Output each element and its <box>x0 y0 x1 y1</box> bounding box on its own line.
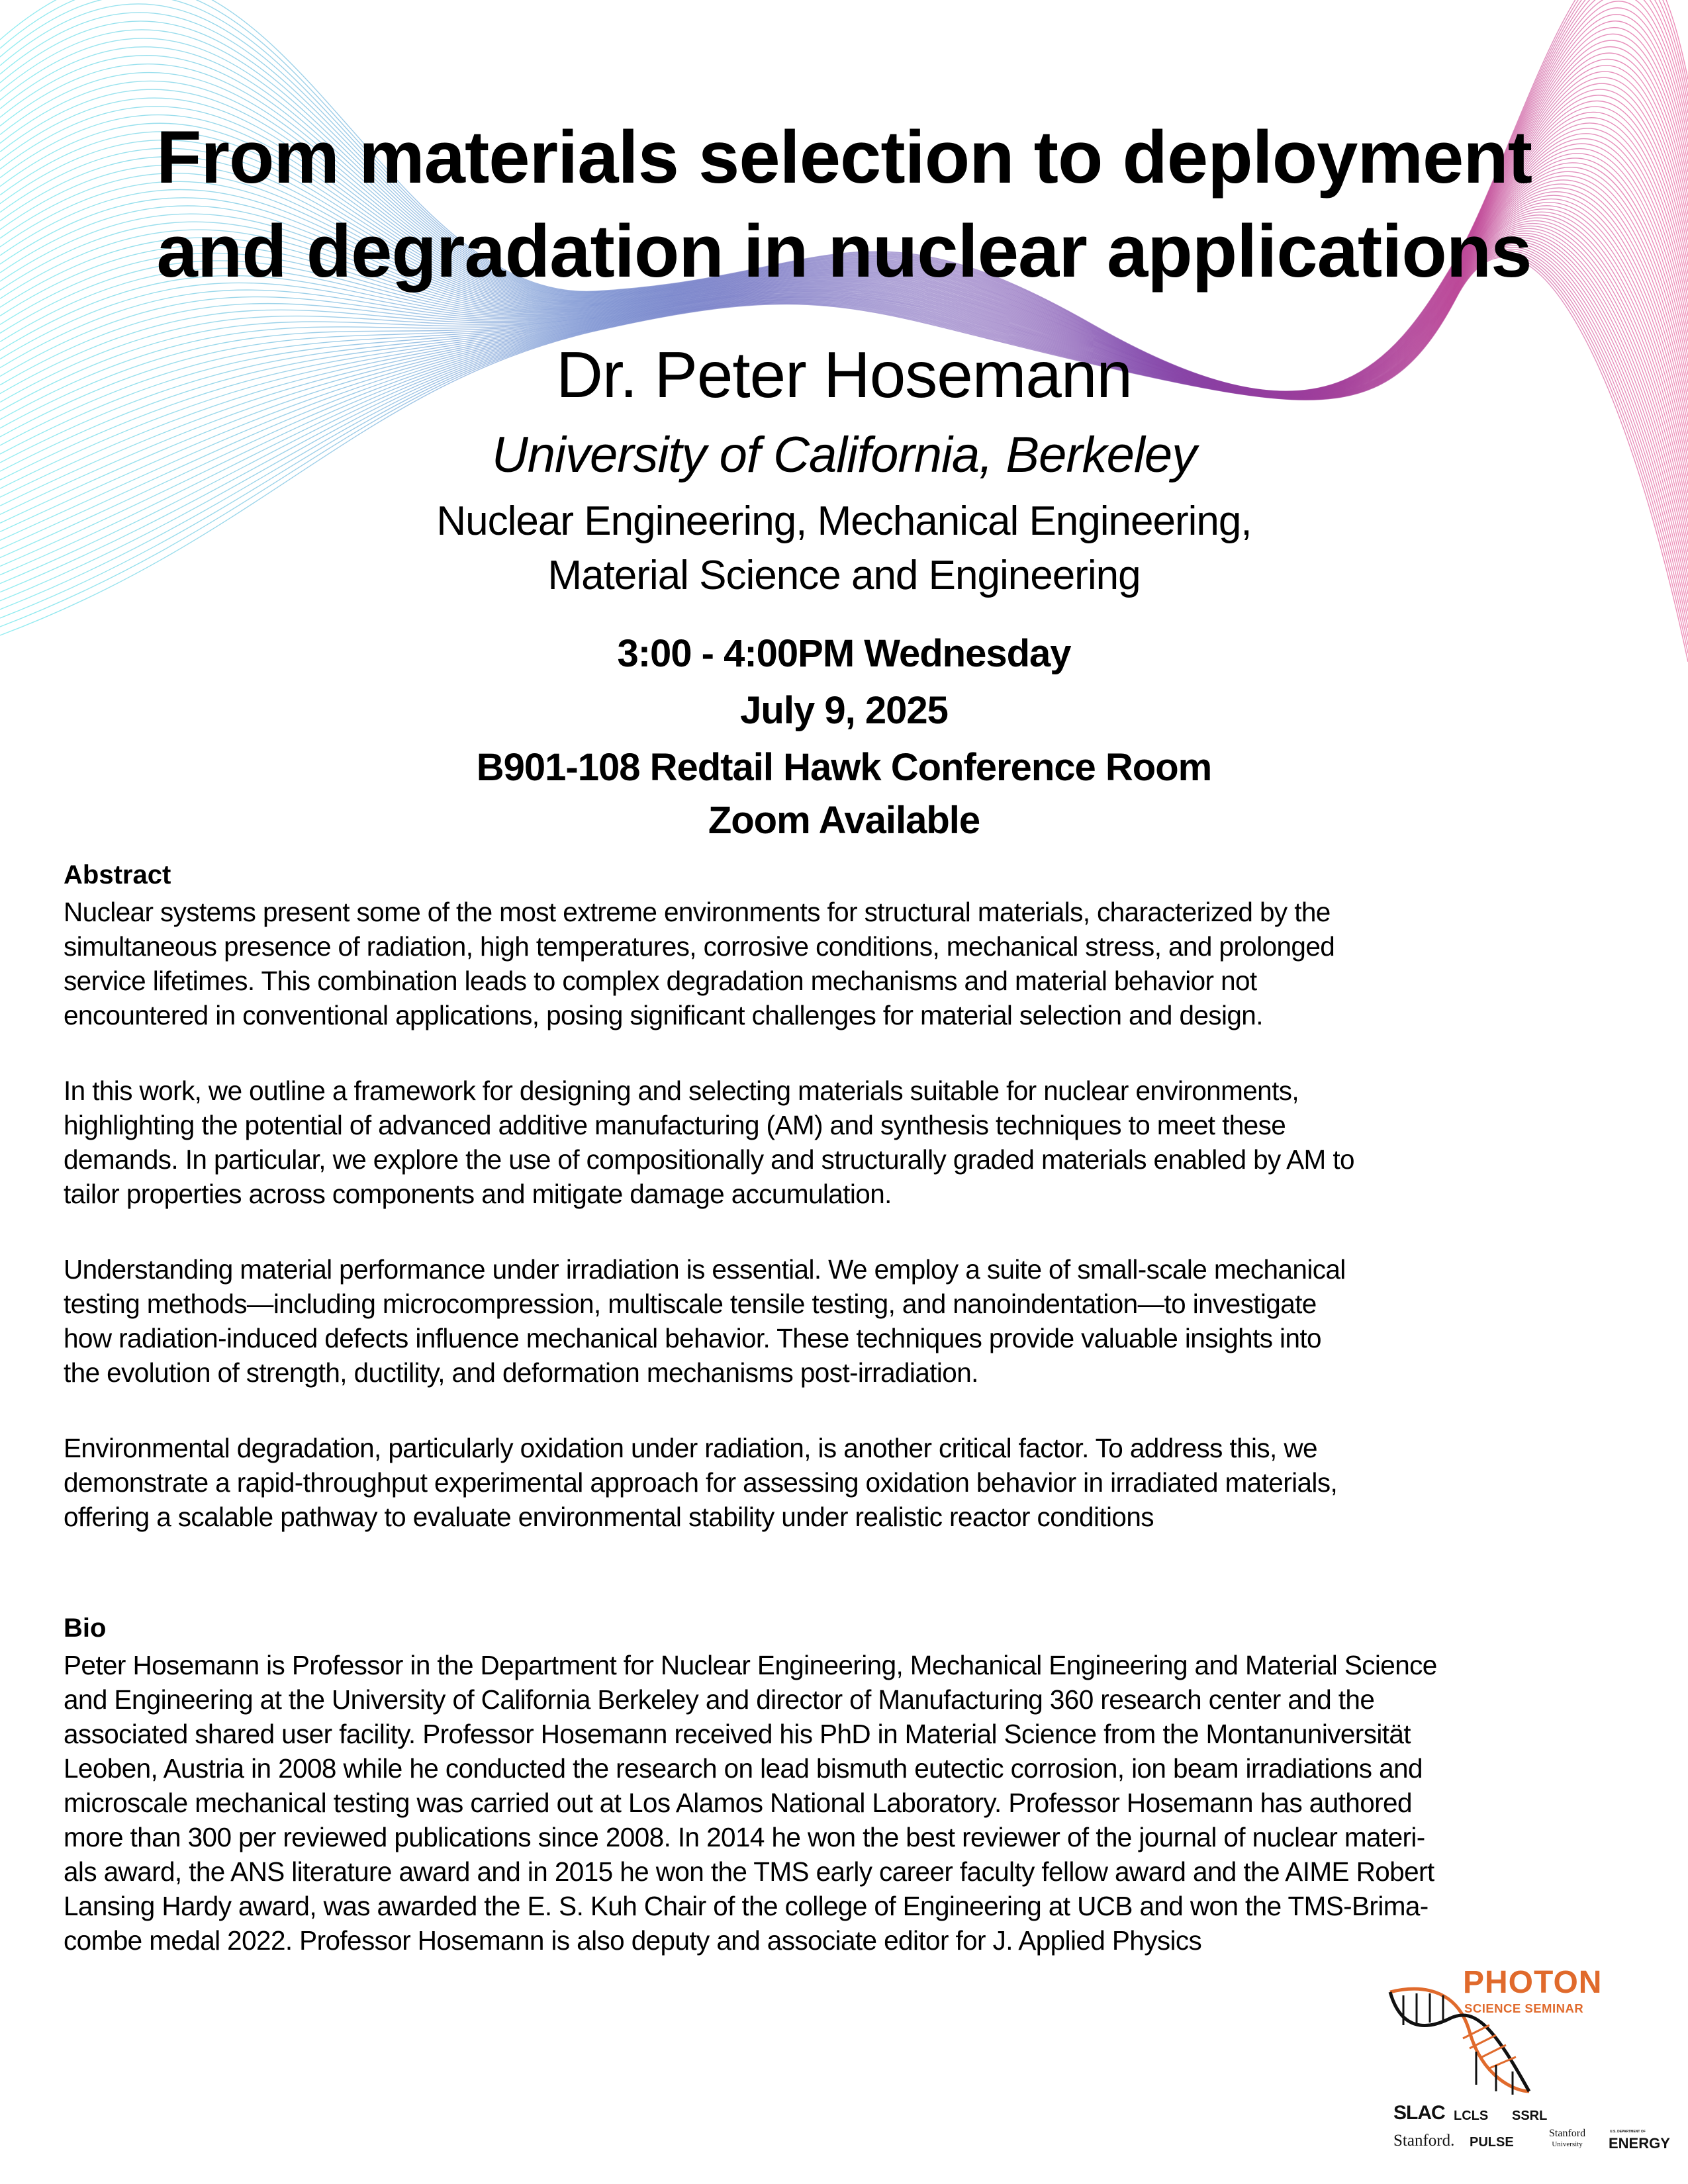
text-line: Environmental degradation, particularly oxidation under radiation, is another critical factor. To address this, we <box>64 1433 1317 1463</box>
text-line: encountered in conventional applications, posing significant challenges for material selection and design. <box>64 1000 1263 1030</box>
stanford-university-logo <box>1549 2128 1585 2150</box>
talk-title-line-2: and degradation in nuclear applications <box>156 210 1532 293</box>
speaker-affiliation: University of California, Berkeley <box>491 427 1197 483</box>
text-line: als award, the ANS literature award and in 2015 he won the TMS early career faculty fellow award and the AIME Robert <box>64 1856 1434 1887</box>
text-line: offering a scalable pathway to evaluate environmental stability under realistic reactor conditions <box>64 1502 1154 1532</box>
bio-heading: Bio <box>64 1614 107 1643</box>
text-line: demonstrate a rapid-throughput experimental approach for assessing oxidation behavior in irradiated materials, <box>64 1467 1338 1498</box>
text-line: Lansing Hardy award, was awarded the E. S. Kuh Chair of the college of Engineering at UCB and won the TMS-Brima- <box>64 1891 1429 1921</box>
stanford-university-line-2: University <box>1552 2140 1583 2148</box>
text-line: Nuclear systems present some of the most extreme environments for structural materials, characterized by the <box>64 897 1331 927</box>
lcls-logo: LCLS <box>1454 2109 1489 2123</box>
text-line: how radiation-induced defects influence mechanical behavior. These techniques provide valuable insights into <box>64 1323 1321 1353</box>
abstract-paragraph <box>64 1431 1639 1534</box>
stanford-logo: Stanford. <box>1393 2132 1455 2150</box>
slac-logo: SLAC <box>1393 2102 1445 2124</box>
text-line: and Engineering at the University of California Berkeley and director of Manufacturing 360 research center and the <box>64 1684 1375 1715</box>
speaker-departments-line-1: Nuclear Engineering, Mechanical Engineering, <box>436 498 1252 544</box>
text-line: associated shared user facility. Professor Hosemann received his PhD in Material Science from the Montanuniversität <box>64 1719 1411 1749</box>
text-line: tailor properties across components and mitigate damage accumulation. <box>64 1179 892 1209</box>
abstract-paragraph <box>64 1252 1639 1390</box>
event-remote-option: Zoom Available <box>708 799 980 842</box>
text-line: demands. In particular, we explore the use of compositionally and structurally graded materials enabled by AM to <box>64 1144 1354 1175</box>
text-line: microscale mechanical testing was carried out at Los Alamos National Laboratory. Professor Hosemann has authored <box>64 1788 1412 1818</box>
text-line: more than 300 per reviewed publications since 2008. In 2014 he won the best reviewer of the journal of nuclear materi- <box>64 1822 1425 1852</box>
abstract-paragraph <box>64 1073 1639 1211</box>
text-line: the evolution of strength, ductility, and deformation mechanisms post-irradiation. <box>64 1357 978 1388</box>
abstract-paragraph <box>64 895 1639 1032</box>
stanford-university-line-1: Stanford <box>1549 2128 1586 2139</box>
text-line: combe medal 2022. Professor Hosemann is also deputy and associate editor for J. Applied Physics <box>64 1925 1202 1956</box>
bio-paragraph <box>64 1648 1639 1958</box>
ssrl-logo: SSRL <box>1512 2109 1548 2123</box>
text-line: highlighting the potential of advanced additive manufacturing (AM) and synthesis techniques to meet these <box>64 1110 1286 1140</box>
event-location: B901-108 Redtail Hawk Conference Room <box>476 746 1212 789</box>
photon-science-seminar-logo <box>1364 1959 1681 2171</box>
talk-title-line-1: From materials selection to deployment <box>156 116 1532 199</box>
seminar-subtitle: SCIENCE SEMINAR <box>1464 2001 1584 2015</box>
seminar-title: PHOTON <box>1463 1965 1603 2000</box>
text-line: Understanding material performance under irradiation is essential. We employ a suite of small-scale mechanical <box>64 1254 1346 1285</box>
text-line: In this work, we outline a framework for designing and selecting materials suitable for nuclear environments, <box>64 1075 1299 1106</box>
event-date: July 9, 2025 <box>740 689 948 732</box>
text-line: testing methods—including microcompression, multiscale tensile testing, and nanoindentation—to investigate <box>64 1289 1317 1319</box>
text-line: Peter Hosemann is Professor in the Department for Nuclear Engineering, Mechanical Engineering and Material Science <box>64 1650 1437 1680</box>
text-line: simultaneous presence of radiation, high temperatures, corrosive conditions, mechanical stress, and prolonged <box>64 931 1335 962</box>
speaker-name: Dr. Peter Hosemann <box>556 338 1132 411</box>
speaker-departments-line-2: Material Science and Engineering <box>547 553 1141 598</box>
doe-logo: ENERGY <box>1609 2135 1670 2152</box>
event-time: 3:00 - 4:00PM Wednesday <box>617 632 1071 675</box>
doe-logo-caption: U.S. DEPARTMENT OF <box>1610 2130 1646 2134</box>
abstract-heading: Abstract <box>64 860 171 889</box>
pulse-logo: PULSE <box>1470 2135 1514 2150</box>
text-line: Leoben, Austria in 2008 while he conducted the research on lead bismuth eutectic corrosion, ion beam irradiations and <box>64 1753 1423 1784</box>
text-line: service lifetimes. This combination leads to complex degradation mechanisms and material behavior not <box>64 966 1257 996</box>
